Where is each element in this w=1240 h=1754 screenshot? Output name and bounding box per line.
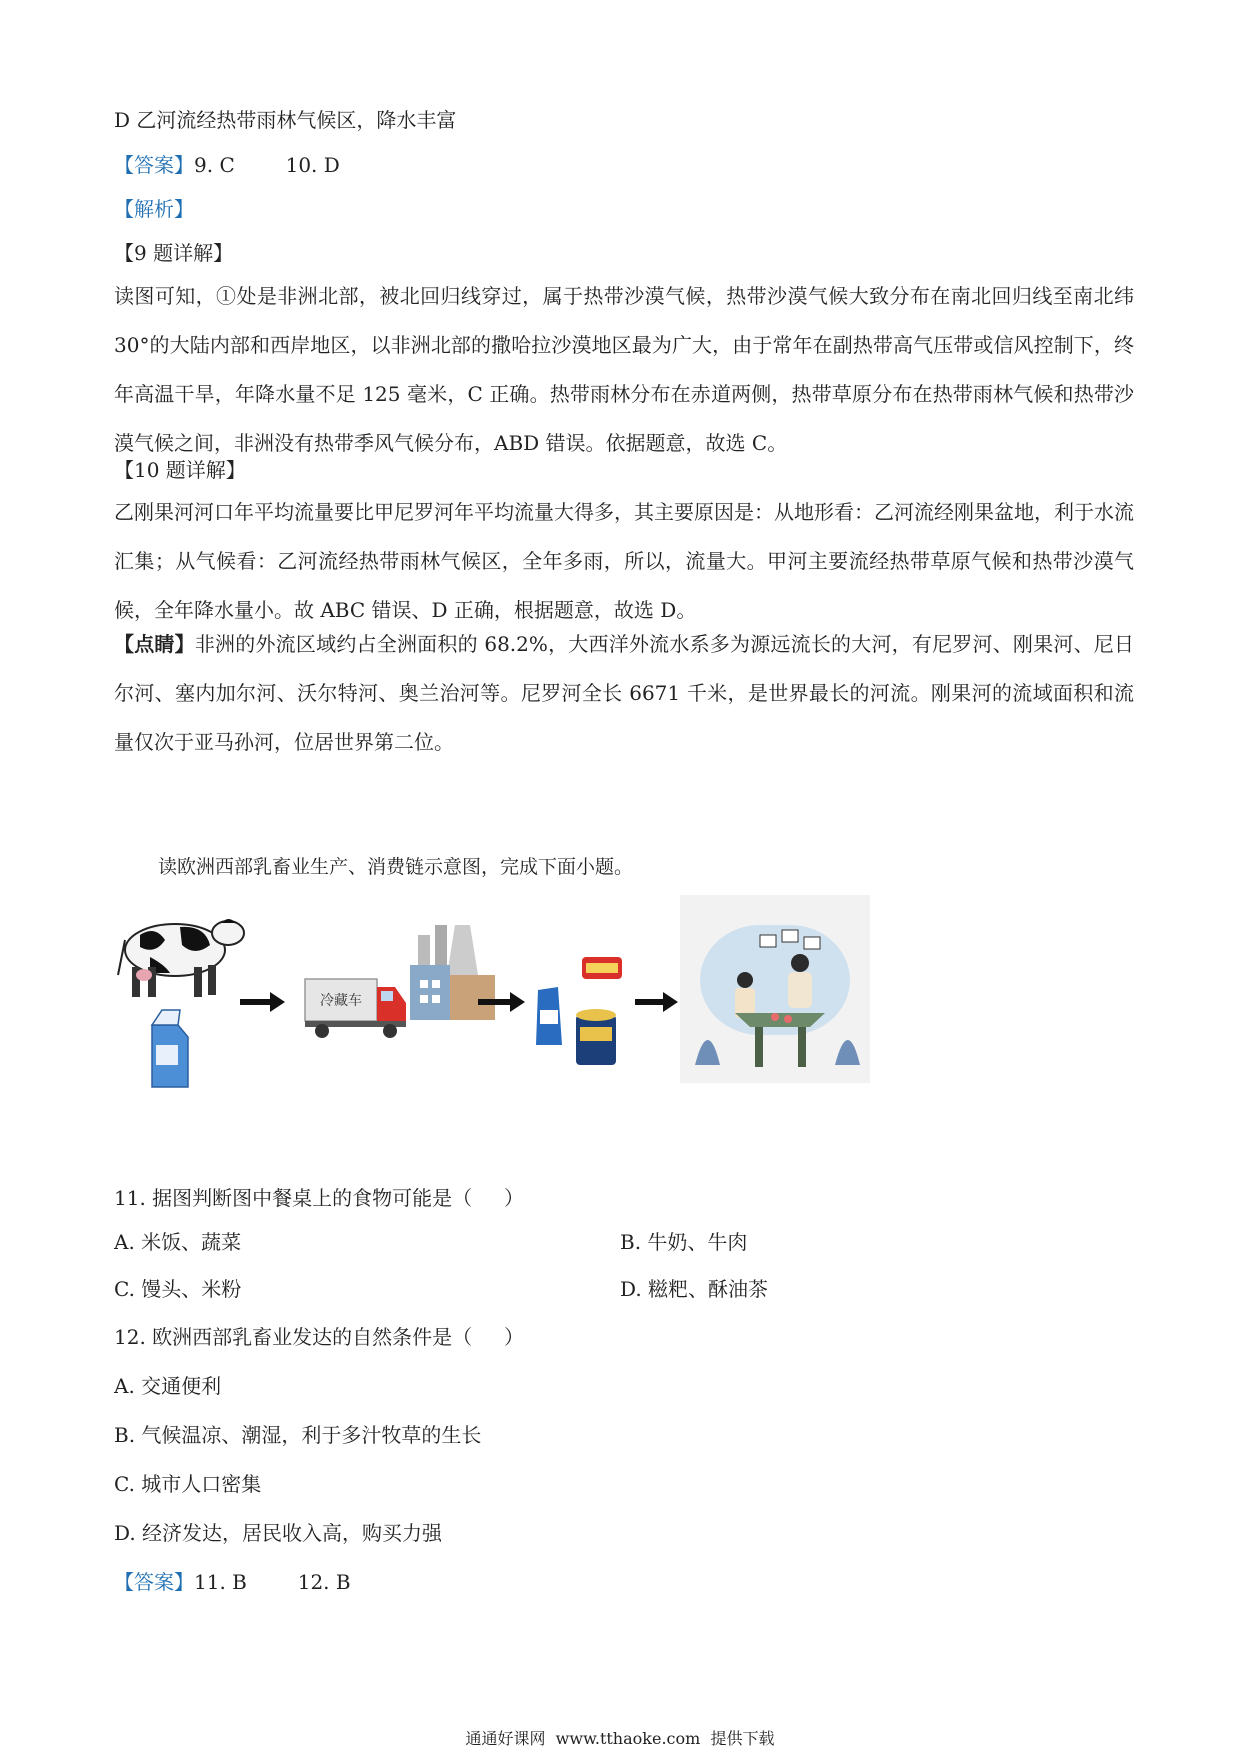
refrigerated-truck-icon [305, 979, 406, 1038]
q11-option-c: C. 馒头、米粉 [114, 1277, 242, 1301]
milk-carton-icon [152, 1010, 188, 1087]
option-d-prev: D 乙河流经热带雨林气候区，降水丰富 [114, 108, 457, 132]
q11-option-d: D. 糍粑、酥油茶 [620, 1277, 769, 1301]
q9-detail-text: 读图可知，①处是非洲北部，被北回归线穿过，属于热带沙漠气候，热带沙漠气候大致分布在南北回归线至南北纬 30°的大陆内部和西岸地区，以非洲北部的撒哈拉沙漠地区最为广大，由于常年在副热带高气压带或信风控制下，终年高温干旱，年降水量不足 125 毫米，C 正确。热带雨林分布在赤道两侧，热带草原分布在热带雨林气候和热带沙漠气候之间，非洲没有热带季风气候分布，ABD 错误。依据题意，故选 C。 [114, 284, 1134, 455]
tip-text: 非洲的外流区域约占全洲面积的 68.2%，大西洋外流水系多为源远流长的大河，有尼罗河、刚果河、尼日尔河、塞内加尔河、沃尔特河、奥兰治河等。尼罗河全长 6671 千米，是世界最长的河流。刚果河的流域面积和流量仅次于亚马孙河，位居世界第二位。 [114, 632, 1134, 754]
q11-stem: 11. 据图判断图中餐桌上的食物可能是（ ） [114, 1186, 524, 1210]
footer-credit: 通通好课网 www.tthaoke.com 提供下载 [465, 1729, 775, 1748]
answer-value: 9. C 10. D [194, 153, 340, 177]
answer-line-2 [114, 1567, 351, 1597]
q11-option-a: A. 米饭、蔬菜 [114, 1230, 242, 1254]
arrow-3-icon [635, 992, 678, 1012]
factory-icon [410, 925, 495, 1020]
figure-intro: 读欧洲西部乳畜业生产、消费链示意图，完成下面小题。 [158, 856, 634, 878]
q10-detail-text: 乙刚果河河口年平均流量要比甲尼罗河年平均流量大得多，其主要原因是：从地形看：乙河流经刚果盆地，利于水流汇集；从气候看：乙河流经热带雨林气候区，全年多雨，所以，流量大。甲河主要流经热带草原气候和热带沙漠气候，全年降水量小。故 ABC 错误、D 正确，根据题意，故选 D。 [114, 500, 1134, 622]
q11-option-b: B. 牛奶、牛肉 [620, 1230, 748, 1254]
answer-label-2: 【答案】 [114, 1570, 194, 1594]
q12-option-d: D. 经济发达，居民收入高，购买力强 [114, 1521, 443, 1545]
q9-detail-label: 【9 题详解】 [114, 241, 234, 265]
dining-scene-icon [680, 895, 870, 1083]
dairy-products-icon [536, 957, 622, 1065]
q12-stem: 12. 欧洲西部乳畜业发达的自然条件是（ ） [114, 1325, 524, 1349]
analysis-label: 【解析】 [114, 197, 194, 221]
q12-option-a: A. 交通便利 [114, 1374, 222, 1398]
q12-option-c: C. 城市人口密集 [114, 1472, 262, 1496]
dairy-chain-figure [110, 895, 990, 1115]
answer-label: 【答案】 [114, 153, 194, 177]
dairy-chain-svg [110, 895, 990, 1115]
cow-icon [118, 919, 244, 997]
answer-value-2: 11. B 12. B [194, 1570, 351, 1594]
q10-detail-label: 【10 题详解】 [114, 458, 246, 482]
tip-label: 【点睛】 [114, 632, 195, 656]
truck-label: 冷藏车 [320, 993, 362, 1009]
arrow-1-icon [240, 992, 285, 1012]
tip-paragraph [114, 620, 1134, 767]
q12-option-b: B. 气候温凉、潮湿，利于多汁牧草的生长 [114, 1423, 482, 1447]
answer-line-1 [114, 150, 340, 180]
